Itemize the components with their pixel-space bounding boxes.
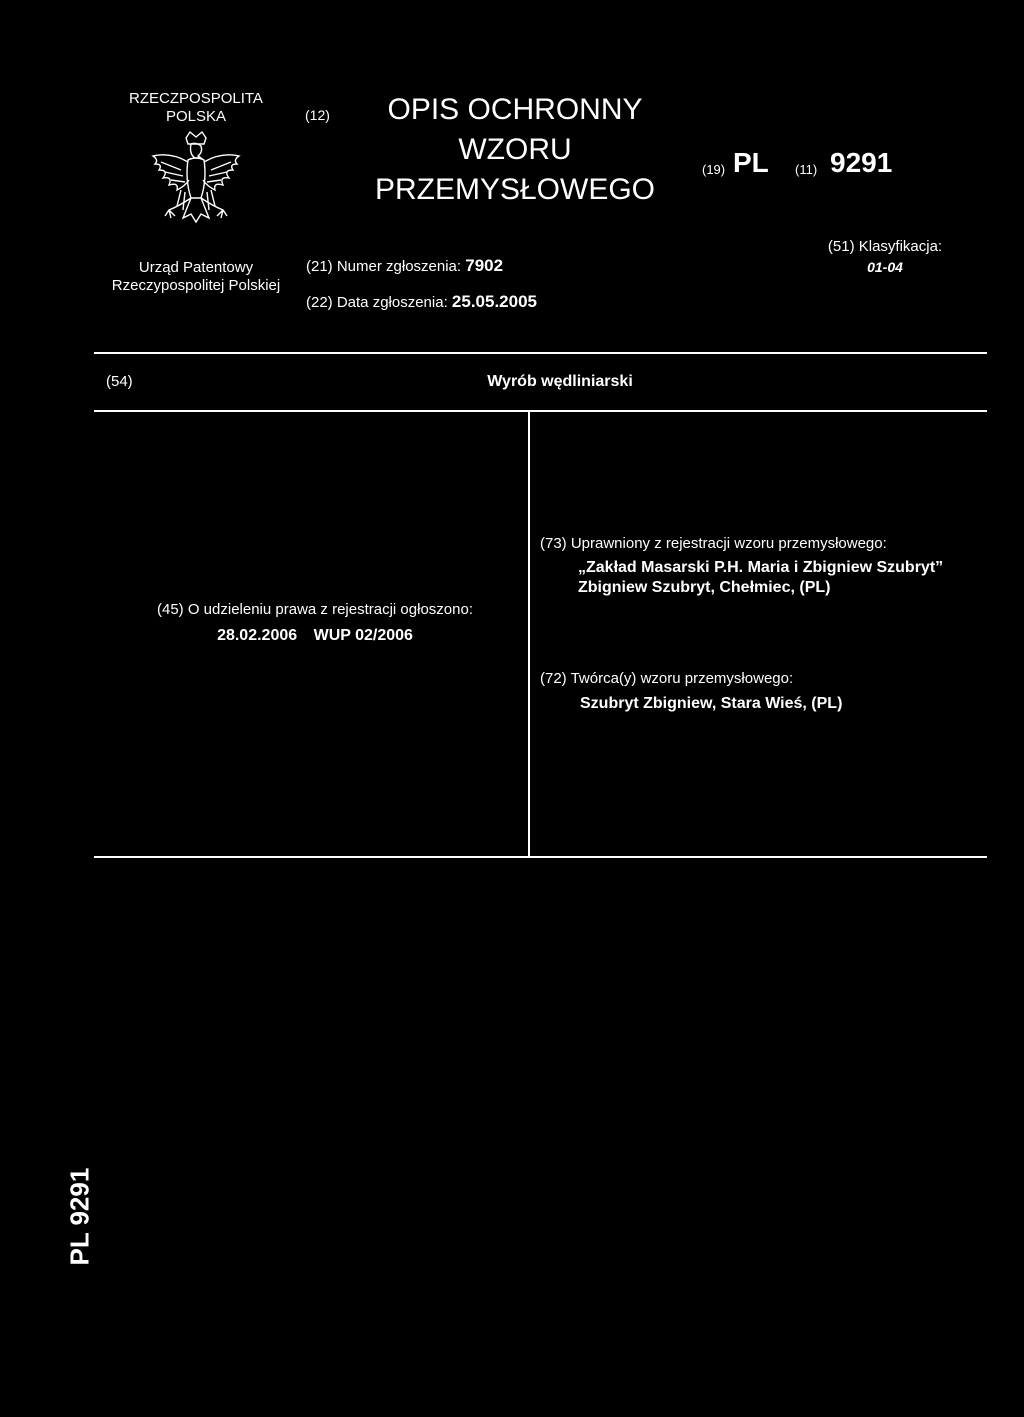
rights-holder-field: [540, 535, 1010, 598]
classification-label: (51) Klasyfikacja:: [827, 238, 943, 255]
side-document-id: PL 9291: [64, 1167, 95, 1266]
country-line-1: RZECZPOSPOLITA: [129, 90, 263, 107]
application-date-value: 25.05.2005: [451, 292, 538, 311]
design-title: Wyrób wędliniarski: [487, 373, 633, 390]
country-line-2: POLSKA: [165, 108, 227, 125]
document-title: [355, 90, 675, 210]
rights-holder-label: (73) Uprawniony z rejestracji wzoru przemysłowego:: [540, 535, 887, 552]
application-number-value: 7902: [465, 256, 504, 275]
application-date-field: [306, 292, 537, 312]
patent-office-name: [96, 259, 296, 295]
eagle-emblem-icon: [141, 130, 251, 245]
title-line-3: PRZEMYSŁOWEGO: [374, 173, 656, 206]
rights-holder-name: „Zakład Masarski P.H. Maria i Zbigniew Szubryt”: [578, 559, 944, 576]
code-12: (12): [305, 107, 330, 123]
rights-holder-address: Zbigniew Szubryt, Chełmiec, (PL): [578, 579, 831, 596]
patent-number: 9291: [830, 147, 893, 178]
office-line-1: Urząd Patentowy: [138, 259, 254, 276]
grant-announcement-label: (45) O udzieleniu prawa z rejestracji ogłoszono:: [157, 601, 473, 618]
office-line-2: Rzeczypospolitej Polskiej: [111, 277, 281, 294]
divider: [94, 856, 987, 858]
country-code: PL: [733, 147, 769, 178]
creator-field: [540, 670, 1010, 713]
application-date-label: (22) Data zgłoszenia:: [306, 294, 448, 311]
grant-announcement-values: [100, 627, 530, 645]
code-11: (11): [795, 162, 818, 177]
title-code: (54): [106, 373, 133, 390]
title-line-2: WZORU: [458, 133, 572, 166]
grant-date: 28.02.2006: [217, 627, 298, 644]
divider: [94, 410, 987, 412]
country-name: [96, 90, 296, 126]
grant-bulletin: WUP 02/2006: [313, 627, 413, 644]
issuer-block: [96, 90, 296, 295]
grant-announcement-field: [100, 601, 530, 645]
application-number-label: (21) Numer zgłoszenia:: [306, 258, 462, 275]
creator-value: Szubryt Zbigniew, Stara Wieś, (PL): [580, 695, 843, 712]
creator-label: (72) Twórca(y) wzoru przemysłowego:: [540, 670, 794, 687]
code-19: (19): [702, 162, 726, 177]
application-number-field: [306, 256, 503, 276]
title-line-1: OPIS OCHRONNY: [387, 93, 643, 126]
classification-field: [805, 238, 965, 275]
classification-value: 01-04: [867, 259, 903, 275]
divider: [94, 352, 987, 354]
